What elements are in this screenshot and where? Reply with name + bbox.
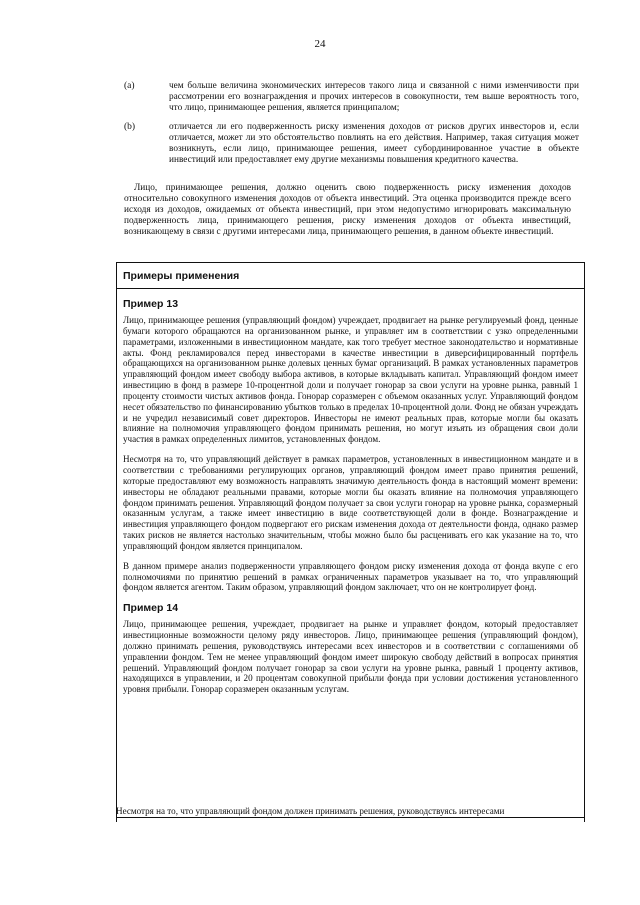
- page-cut-rule: [116, 817, 585, 818]
- example-13-paragraph-3: В данном примере анализ подверженности управляющего фондом риску изменения дохода от фонда вкупе с его полномочиями по принятию решений в рамках ограниченных параметров указывает на то, что управляющий фондом является агентом. Таким образом, управляющий фондом заключает, что он не контролирует фонд.: [123, 560, 578, 593]
- example-14-title: Пример 14: [123, 602, 179, 615]
- examples-box: [116, 262, 585, 822]
- example-13-title: Пример 13: [123, 298, 179, 310]
- example-13-paragraph-2: Несмотря на то, что управляющий действует в рамках параметров, установленных в инвестиционном мандате и в соответствии с требованиями регулирующих органов, управляющий фондом имеет право принятия решений, которые предоставляют ему возможность направлять значимую деятельность фонда в настоящий момент времени: инвесторы не обладают реальными правами, которые могли бы оказать влияние на полномочия управляющего фондом принимать решения. Управляющий фондом получает за свои услуги гонорар на уровне рынка, соразмерный оказанным услугам, а также имеет инвестицию в виде соответствующей доли в фонде. Вознаграждение и инвестиция управляющего фондом подвергают его рискам изменения дохода от деятельности фонда, однако размер таких рисков не является настолько значительным, чтобы можно было бы расценивать его как указание на то, что управляющий фондом является принципалом.: [123, 454, 578, 551]
- example-13-paragraph-1: Лицо, принимающее решения (управляющий фондом) учреждает, продвигает на рынке регулируемый фонд, ценные бумаги которого обращаются на организованном рынке, и управляет им в соответствии с узко определенными параметрами, изложенными в инвестиционном мандате, как того требует местное законодательство и нормативные акты. Фонд рекламировался перед инвесторами в качестве инвестиции в диверсифицированный портфель обращающихся на организованном рынке долевых ценных бумаг организаций. В рамках установленных параметров управляющий фондом имеет свободу выбора активов, в которые вкладывать капитал. Управляющий фондом имеет инвестицию в фонд в размере 10-процентной доли и получает гонорар за свои услуги на уровне рынка, равный 1 проценту стоимости чистых активов фонда. Гонорар соразмерен с объемом оказанных услуг. Управляющий фондом несет обязательство по финансированию убытков только в пределах 10-процентной доли. Фонд не обязан учреждать и не учредил независимый совет директоров. Инвесторы не имеют реальных прав, которые могли бы оказать влияние на полномочия управляющего фондом принимать решения, но могут изъять из обращения свои доли участия в рамках определенных лимитов, установленных фондом.: [123, 315, 578, 445]
- list-marker: (b): [124, 122, 136, 132]
- examples-box-header: Примеры применения: [117, 263, 584, 289]
- list-item-text: отличается ли его подверженность риску изменения доходов от рисков других инвесторов и, если отличается, может ли это обстоятельство повлиять на его действия. Например, такая ситуация может возникнуть, если лицо, принимающее решения, имеет субординированное участие в объекте инвестиций или предоставляет ему другие механизмы повышения кредитного качества.: [169, 122, 579, 166]
- list-item-text: чем больше величина экономических интересов такого лица и связанной с ними изменчивости при рассмотрении его вознаграждения и прочих интересов в совокупности, тем выше вероятность того, что лицо, принимающее решения, является принципалом;: [169, 81, 579, 114]
- list-item-b: [124, 122, 579, 166]
- example-14-cut-line: Несмотря на то, что управляющий фондом должен принимать решения, руководствуясь интересами: [116, 806, 505, 816]
- list-item-a: [124, 81, 579, 114]
- list-marker: (a): [124, 81, 135, 91]
- examples-box-body: [117, 298, 584, 695]
- body-paragraph: Лицо, принимающее решения, должно оценить свою подверженность риску изменения доходов относительно совокупного изменения доходов от объекта инвестиций. Эта оценка производится прежде всего исходя из доходов, ожидаемых от объекта инвестиций, при этом недопустимо игнорировать максимальную подверженность лица, принимающего решения, риску изменения доходов от объекта инвестиций, возникающему в связи с другими интересами лица, принимающего решения, в данном объекте инвестиций.: [124, 183, 571, 238]
- example-14-paragraph-1: Лицо, принимающее решения, учреждает, продвигает на рынке и управляет фондом, который предоставляет инвестиционные возможности целому ряду инвесторов. Лицо, принимающее решения (управляющий фондом), должно принимать решения, руководствуясь интересами всех инвесторов и в соответствии с соглашениями об управлении фондом. Тем не менее управляющий фондом имеет широкую свободу действий в вопросах принятия решений. Управляющий фондом получает гонорар за свои услуги на уровне рынка, равный 1 проценту активов, находящихся в управлении, и 20 процентам совокупной прибыли фонда при условии достижения установленного уровня прибыли. Гонорар соразмерен оказанным услугам.: [123, 619, 578, 695]
- page-number: 24: [314, 38, 326, 50]
